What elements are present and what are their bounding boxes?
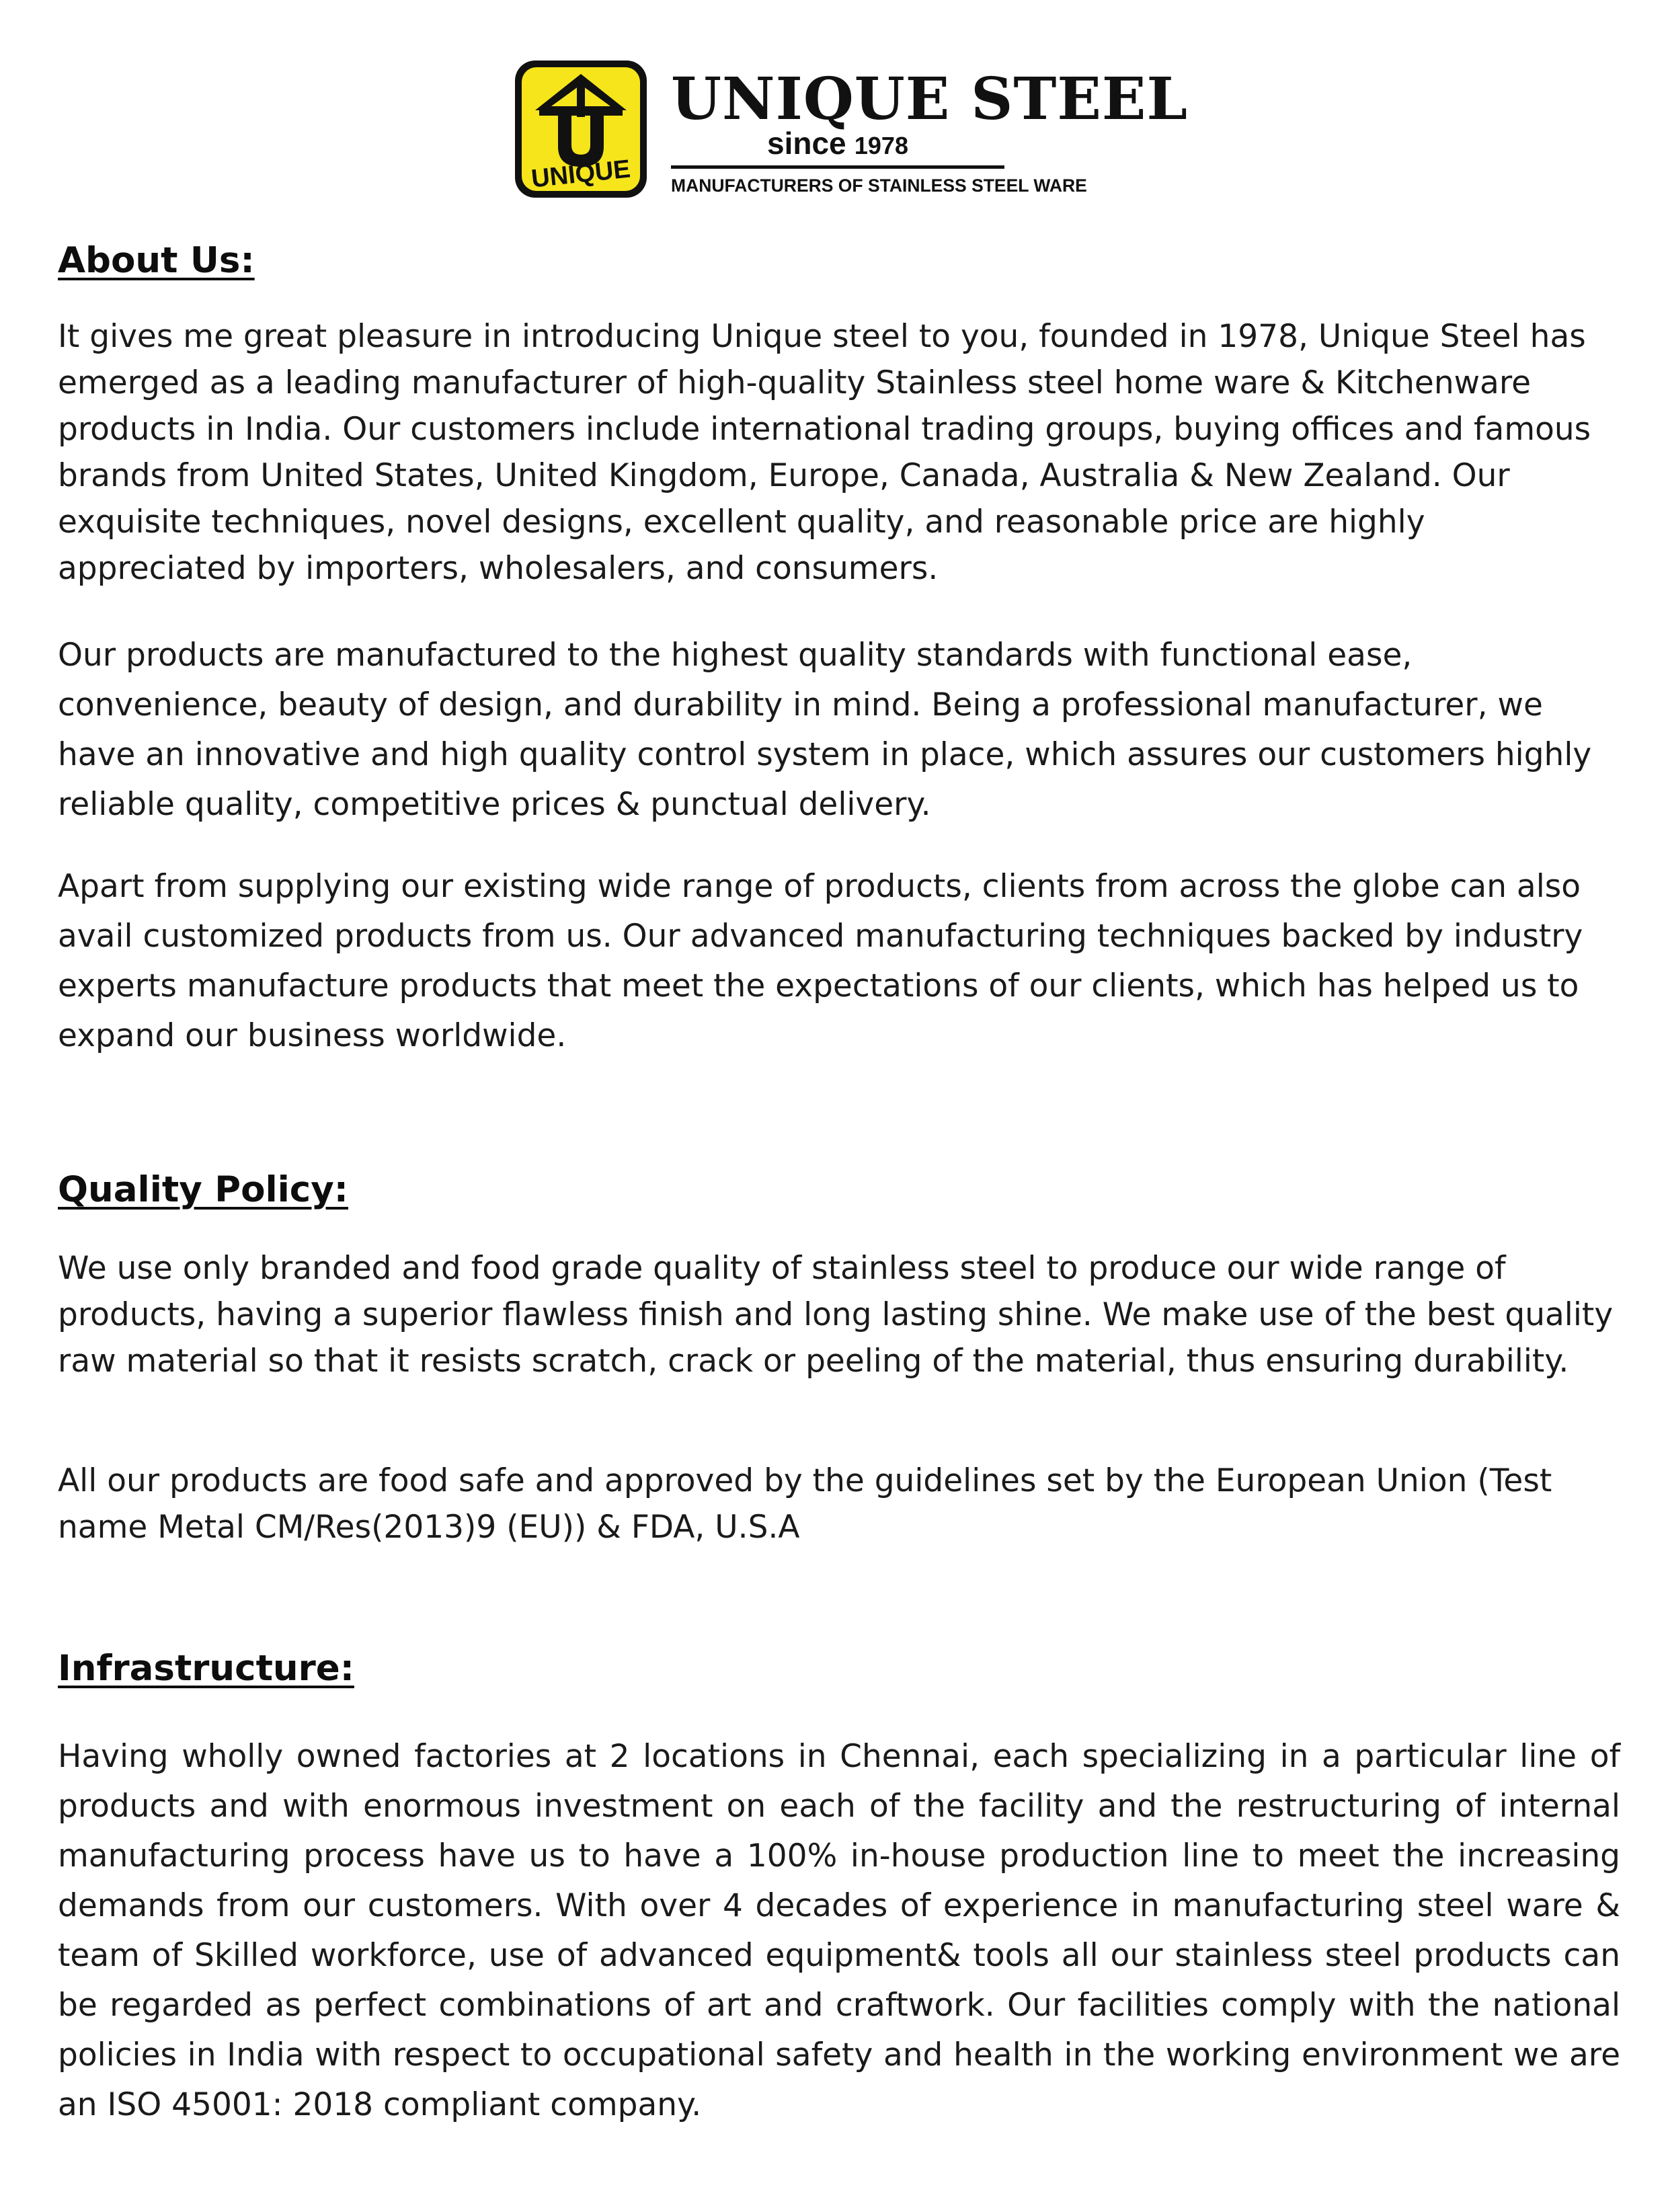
quality-heading: Quality Policy:: [58, 1169, 348, 1210]
about-paragraph-1: It gives me great pleasure in introducing Unique steel to you, founded in 1978, Unique Steel has emerged as a leading manufacturer of high-quality Stainless steel home ware & Kitchenware products in India. Our customers include international trading groups, buying offices and famous brands from United States, United Kingdom, Europe, Canada, Australia & New Zealand. Our exquisite techniques, novel designs, excellent quality, and reasonable price are highly appreciated by importers, wholesalers, and consumers.: [58, 318, 1591, 587]
brand-name: UNIQUE STEEL: [671, 65, 1188, 133]
since-line: [671, 121, 1004, 168]
brand-tagline: MANUFACTURERS OF STAINLESS STEEL WARE: [671, 175, 1087, 196]
since-year: 1978: [854, 132, 908, 159]
about-heading: About Us:: [58, 240, 255, 281]
quality-paragraph-1: We use only branded and food grade quality of stainless steel to produce our wide range of products, having a superior flawless finish and long lasting shine. We make use of the best quality raw material so that it resists scratch, crack or peeling of the material, thus ensuring durability.: [58, 1250, 1614, 1380]
brand-divider: [671, 165, 1004, 169]
infrastructure-heading: Infrastructure:: [58, 1648, 354, 1689]
company-header: [512, 58, 1188, 206]
quality-paragraph-2: All our products are food safe and approved by the guidelines set by the European Union (Test name Metal CM/Res(2013)9 (EU)) & FDA, U.S.A: [58, 1462, 1552, 1546]
since-label: since: [767, 126, 846, 161]
about-paragraph-3: Apart from supplying our existing wide range of products, clients from across the globe can also avail customized products from us. Our advanced manufacturing techniques backed by industry experts manufacture products that meet the expectations of our clients, which has helped us to expand our business worldwide.: [58, 868, 1583, 1054]
about-paragraph-2: Our products are manufactured to the highest quality standards with functional ease, convenience, beauty of design, and durability in mind. Being a professional manufacturer, we have an innovative and high quality control system in place, which assures our customers highly reliable quality, competitive prices & punctual delivery.: [58, 637, 1592, 823]
logo-wordmark: UNIQUE: [530, 155, 632, 194]
unique-logo-icon: [512, 58, 649, 200]
infrastructure-paragraph-1: Having wholly owned factories at 2 locations in Chennai, each specializing in a particular line of products and with enormous investment on each of the facility and the restructuring of internal manufacturing process have us to have a 100% in-house production line to meet the increasing demands from our customers. With over 4 decades of experience in manufacturing steel ware & team of Skilled workforce, use of advanced equipment& tools all our stainless steel products can be regarded as perfect combinations of art and craftwork. Our facilities comply with the national policies in India with respect to occupational safety and health in the working environment we are an ISO 45001: 2018 compliant company.: [58, 1738, 1620, 2123]
